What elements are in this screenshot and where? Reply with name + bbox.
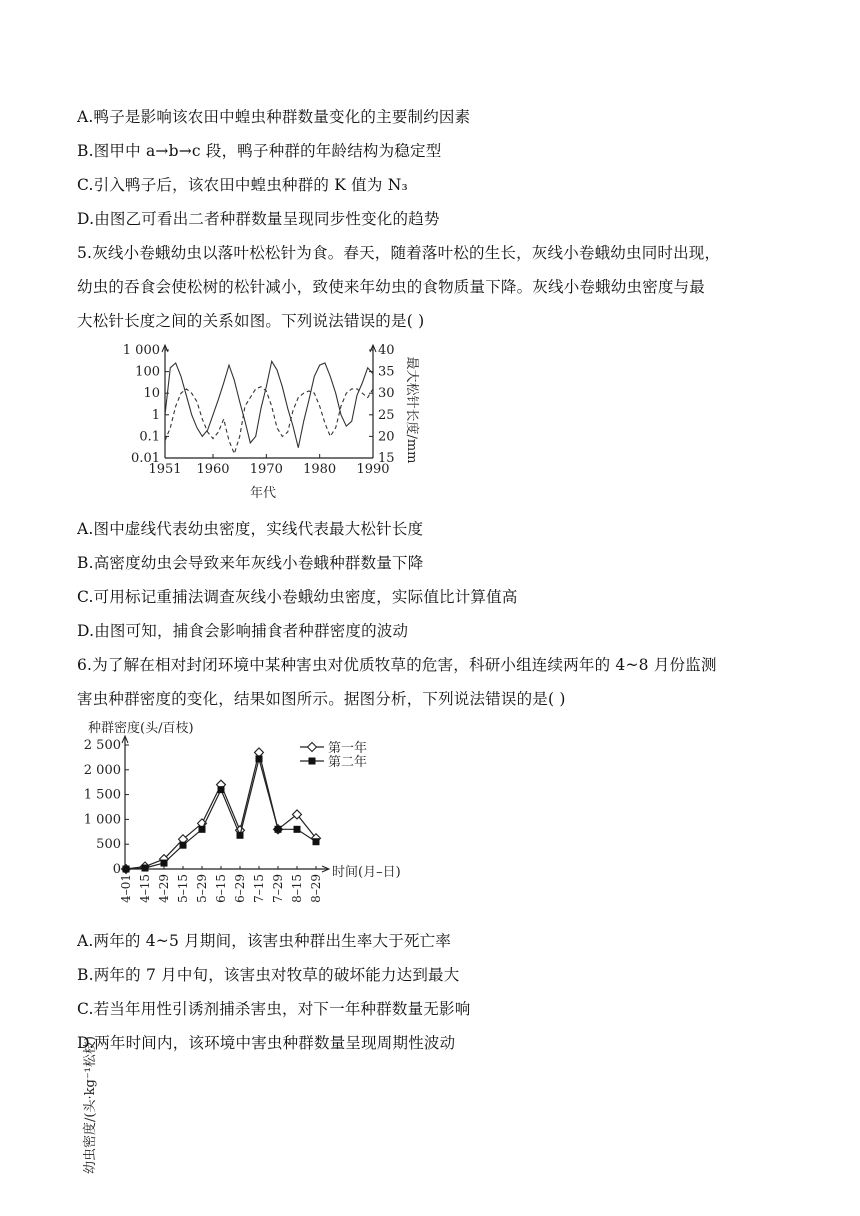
year-two-point [256, 755, 263, 762]
year-two-point [313, 838, 320, 845]
q4-option-d: D.由图乙可看出二者种群数量呈现同步性变化的趋势 [77, 210, 440, 228]
x-axis-label: 年代 [249, 486, 277, 501]
x-tick-label: 1980 [303, 462, 337, 477]
right-tick-label: 35 [378, 364, 395, 380]
year-two-point [218, 786, 225, 793]
x-tick-label: 8–29 [309, 874, 323, 903]
y-tick-label: 1 000 [83, 812, 121, 828]
q6-option-b: B.两年的 7 月中旬，该害虫对牧草的破坏能力达到最大 [77, 966, 460, 984]
left-tick-label: 0.1 [139, 429, 160, 445]
q5-stem-line-3: 大松针长度之间的关系如图。下列说法错误的是( ) [77, 312, 425, 330]
left-tick-label: 100 [135, 364, 160, 380]
q4-option-a: A.鸭子是影响该农田中蝗虫种群数量变化的主要制约因素 [77, 108, 471, 126]
year-two-point [180, 842, 187, 849]
left-tick-label: 0.01 [131, 451, 160, 466]
legend-label: 第一年 [328, 741, 368, 756]
year-two-point [161, 860, 168, 867]
left-tick-label: 1 [151, 407, 160, 423]
x-tick-label: 6–15 [214, 874, 228, 903]
left-axis-label: 幼虫密度/(头·kg⁻¹松枝) [83, 1036, 98, 1174]
right-tick-label: 15 [378, 451, 395, 466]
x-tick-label: 1990 [356, 462, 390, 477]
right-tick-label: 40 [378, 343, 395, 358]
legend-marker-filled-square [309, 758, 316, 765]
q5-option-b: B.高密度幼虫会导致来年灰线小卷蛾种群数量下降 [77, 554, 424, 572]
legend-marker-open-diamond [308, 743, 317, 752]
x-tick-label: 5–29 [195, 874, 209, 903]
y-tick-label: 2 000 [83, 762, 121, 778]
year-two-line [126, 759, 316, 869]
q5-option-c: C.可用标记重捕法调查灰线小卷蛾幼虫密度，实际值比计算值高 [77, 588, 518, 606]
x-tick-label: 1960 [196, 462, 230, 477]
chart-title: 种群密度(头/百枝) [88, 721, 194, 736]
q6-stem-line-2: 害虫种群密度的变化，结果如图所示。据图分析，下列说法错误的是( ) [77, 690, 566, 708]
right-tick-label: 20 [378, 429, 395, 445]
x-tick-label: 4–01 [119, 874, 133, 903]
x-tick-label: 4–29 [157, 874, 171, 903]
y-tick-label: 500 [96, 837, 121, 853]
x-tick-label: 1970 [249, 462, 283, 477]
year-two-point [237, 832, 244, 839]
y-tick-label: 1 500 [83, 787, 121, 803]
q5-stem-line-2: 幼虫的吞食会使松树的松针减小，致使来年幼虫的食物质量下降。灰线小卷蛾幼虫密度与最 [77, 278, 706, 296]
x-tick-label: 6–29 [233, 874, 247, 903]
year-two-point [123, 866, 130, 873]
y-tick-label: 2 500 [83, 738, 121, 753]
q6-option-c: C.若当年用性引诱剂捕杀害虫，对下一年种群数量无影响 [77, 1000, 471, 1018]
x-tick-label: 1951 [148, 462, 182, 477]
year-two-point [294, 826, 301, 833]
right-tick-label: 30 [378, 386, 395, 402]
year-two-point [142, 865, 149, 872]
x-tick-label: 4–15 [138, 874, 152, 903]
left-tick-label: 10 [143, 386, 160, 402]
left-tick-label: 1 000 [122, 343, 160, 358]
x-tick-label: 5–15 [176, 874, 190, 903]
year-two-point [275, 826, 282, 833]
x-axis-label: 时间(月–日) [332, 865, 401, 880]
x-tick-label: 7–15 [252, 874, 266, 903]
q6-option-d: D.两年时间内，该环境中害虫种群数量呈现周期性波动 [77, 1034, 456, 1052]
q5-stem-line-1: 5.灰线小卷蛾幼虫以落叶松松针为食。春天，随着落叶松的生长，灰线小卷蛾幼虫同时出现， [77, 244, 721, 262]
pest-population-density-chart [78, 718, 428, 913]
q5-option-d: D.由图可知，捕食会影响捕食者种群密度的波动 [77, 622, 409, 640]
q6-stem-line-1: 6.为了解在相对封闭环境中某种害虫对优质牧草的危害，科研小组连续两年的 4~8 月份监测 [77, 656, 717, 674]
legend-label: 第二年 [328, 755, 368, 770]
solid-series-line [165, 361, 373, 447]
right-axis-label: 最大松针长度/mm [404, 356, 419, 464]
year-one-line [126, 752, 316, 869]
x-tick-label: 7–29 [271, 874, 285, 903]
dashed-series-line [165, 387, 373, 454]
year-two-point [199, 826, 206, 833]
right-tick-label: 25 [378, 407, 395, 423]
x-tick-label: 8–15 [290, 874, 304, 903]
y-tick-label: 0 [112, 862, 121, 877]
q6-option-a: A.两年的 4~5 月期间，该害虫种群出生率大于死亡率 [77, 932, 452, 950]
q4-option-b: B.图甲中 a→b→c 段，鸭子种群的年龄结构为稳定型 [77, 142, 442, 160]
q5-option-a: A.图中虚线代表幼虫密度，实线代表最大松针长度 [77, 520, 424, 538]
q4-option-c: C.引入鸭子后，该农田中蝗虫种群的 K 值为 N₃ [77, 176, 408, 194]
